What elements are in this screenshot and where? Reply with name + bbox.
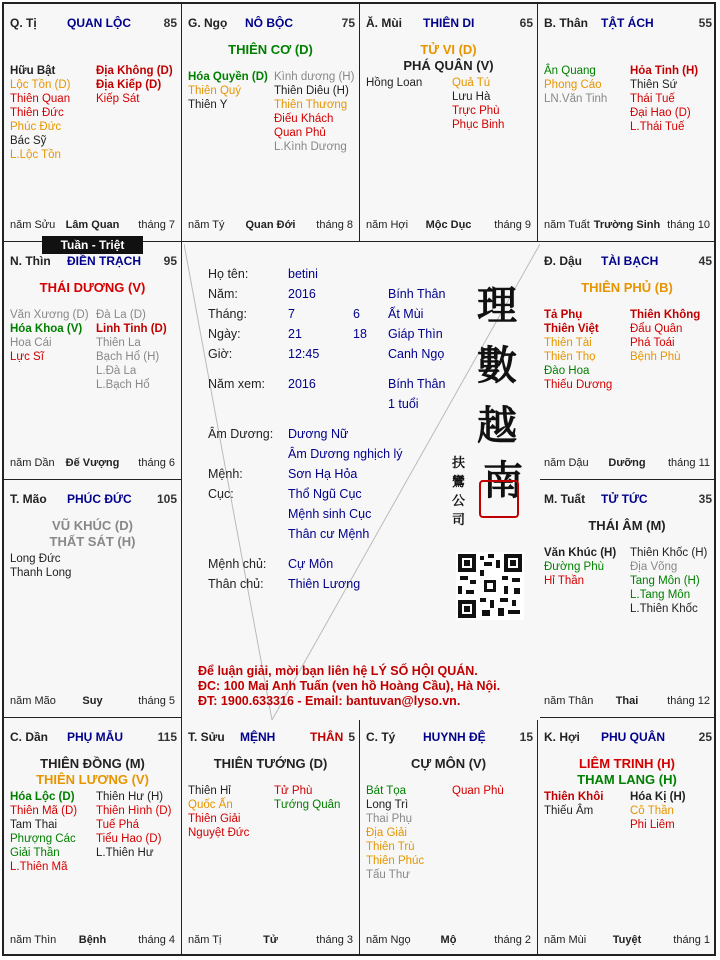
contact-line: Để luận giải, mời bạn liên hệ LÝ SỐ HỘI QUÁN.: [198, 664, 478, 678]
info-value: Thân cư Mệnh: [288, 527, 370, 541]
minor-star: Địa Không (D): [96, 65, 173, 77]
palace-year: năm Tuất: [544, 219, 590, 231]
palace-name: MỆNH: [240, 730, 276, 744]
minor-star: Quả Tú: [452, 77, 491, 89]
major-star: VŨ KHÚC (D): [52, 518, 133, 533]
info-label: Tháng:: [208, 307, 247, 321]
minor-star: Thiên Hình (D): [96, 805, 172, 817]
minor-star: Thiên Diêu (H): [274, 85, 349, 97]
palace-header: [188, 730, 355, 746]
minor-star: Tam Thai: [10, 819, 58, 831]
minor-star: Thiên Không: [630, 309, 701, 321]
palace-name: QUAN LỘC: [67, 16, 131, 30]
palace-age: 105: [156, 492, 177, 506]
palace-year: năm Hợi: [366, 219, 409, 231]
minor-star: Thiên Khốc (H): [630, 547, 708, 559]
minor-star: Kiếp Sát: [96, 93, 140, 105]
minor-star: Thiên Thọ: [544, 351, 596, 363]
calligraphy-char: 理: [477, 282, 517, 329]
palace-cell[interactable]: [538, 718, 716, 956]
palace-stage: Mộc Dục: [425, 219, 472, 231]
palace-cell[interactable]: [182, 4, 360, 242]
major-star: CỰ MÔN (V): [410, 756, 487, 771]
palace-stage: Tử: [263, 934, 278, 946]
minor-star: Lộc Tồn (D): [10, 79, 71, 91]
minor-star: Hỏa Tinh (H): [630, 65, 699, 77]
palace-name: TỬ TỨC: [601, 492, 648, 506]
minor-star: Thiên La: [96, 337, 141, 349]
star-list-left: [10, 64, 71, 162]
palace-header: [544, 16, 712, 32]
major-star: LIÊM TRINH (H): [578, 756, 676, 771]
minor-star: Bệnh Phù: [630, 351, 681, 363]
star-list-left: [544, 64, 607, 106]
star-list-right: [452, 784, 504, 798]
minor-star: L.Kình Dương: [274, 141, 347, 153]
minor-star: Bác Sỹ: [10, 135, 47, 147]
palace-position: N. Thìn: [10, 254, 51, 268]
palace-month: tháng 6: [138, 457, 175, 469]
star-list-left: [10, 790, 77, 874]
palace-month: tháng 3: [316, 934, 353, 946]
palace-position: Đ. Dậu: [544, 254, 583, 268]
minor-star: Thái Tuế: [630, 93, 675, 105]
palace-name: PHỤ MẪU: [67, 730, 123, 744]
info-label: Năm:: [208, 287, 238, 301]
palace-age: 115: [157, 730, 177, 744]
minor-star: Thiếu Âm: [544, 805, 594, 817]
minor-star: Ân Quang: [544, 65, 596, 77]
palace-stage: Bệnh: [78, 934, 107, 946]
star-list-right: [274, 784, 340, 812]
palace-month: tháng 8: [316, 219, 353, 231]
palace-header: [544, 492, 712, 508]
minor-star: Đường Phù: [544, 561, 604, 573]
info-value: 7: [288, 307, 295, 321]
info-value: 12:45: [288, 347, 320, 361]
star-list-right: [630, 790, 686, 832]
palace-cell[interactable]: [4, 4, 182, 242]
minor-star: Thiên Phúc: [366, 855, 425, 867]
info-value: Mệnh sinh Cục: [288, 507, 372, 521]
minor-star: Thiên Sứ: [630, 79, 678, 91]
palace-stage: Suy: [82, 695, 103, 707]
palace-month: tháng 4: [138, 934, 175, 946]
palace-year: năm Mão: [10, 695, 56, 707]
palace-position: G. Ngọ: [188, 16, 228, 30]
info-label: Âm Dương:: [208, 427, 274, 441]
palace-header: [544, 254, 712, 270]
palace-footer: [10, 457, 175, 471]
minor-star: Hóa Khoa (V): [10, 323, 83, 335]
minor-star: Phi Liêm: [630, 819, 675, 831]
minor-star: Địa Kiếp (D): [96, 79, 162, 91]
minor-star: Phá Toái: [630, 337, 675, 349]
palace-name: PHÚC ĐỨC: [67, 492, 132, 506]
minor-star: Thiên Quý: [188, 85, 242, 97]
star-list-left: [188, 784, 249, 840]
minor-star: Phục Binh: [452, 119, 505, 131]
palace-header: [188, 16, 355, 32]
palace-cell[interactable]: [4, 242, 182, 480]
minor-star: Tuế Phá: [96, 819, 140, 831]
star-list-left: [10, 308, 89, 364]
star-list-right: [96, 790, 171, 860]
minor-star: Thiên Khôi: [544, 791, 604, 803]
star-list-left: [188, 70, 268, 112]
palace-name: PHU QUÂN: [601, 730, 666, 744]
palace-month: tháng 2: [494, 934, 531, 946]
contact-address: ĐC: 100 Mai Anh Tuấn (ven hồ Hoàng Cầu), Hà Nội.: [198, 679, 501, 693]
contact-phone-email: ĐT: 1900.633316 - Email: bantuvan@lyso.vn.: [198, 694, 461, 708]
major-star: THIÊN PHỦ (B): [581, 280, 673, 295]
palace-footer: [544, 457, 710, 471]
minor-star: Quốc Ấn: [188, 799, 233, 811]
palace-header: [10, 730, 177, 746]
palace-year: năm Tý: [188, 219, 225, 231]
palace-position: T. Mão: [10, 492, 47, 506]
major-star: THIÊN LƯƠNG (V): [36, 772, 149, 787]
palace-footer: [10, 219, 175, 233]
minor-star: Đà La (D): [96, 309, 146, 321]
minor-star: Đào Hoa: [544, 365, 590, 377]
qr-code-icon: [456, 552, 524, 620]
palace-month: tháng 11: [667, 457, 710, 469]
palace-stage: Đế Vượng: [65, 457, 120, 469]
small-seal-text: 扶 鸞 公 司: [452, 456, 466, 528]
major-star: THIÊN TƯỚNG (D): [213, 756, 328, 771]
palace-month: tháng 5: [138, 695, 175, 707]
palace-year: năm Dậu: [544, 457, 589, 469]
minor-star: Cô Thần: [630, 805, 674, 817]
minor-star: Thiên Đức: [10, 107, 64, 119]
palace-stage: Trường Sinh: [593, 219, 661, 231]
palace-age: 15: [519, 730, 533, 744]
minor-star: L.Thiên Khốc: [630, 603, 698, 615]
info-label: Họ tên:: [208, 267, 249, 281]
palace-stage: Thai: [615, 695, 639, 707]
star-list-right: [96, 308, 167, 392]
palace-position: Ă. Mùi: [366, 16, 402, 30]
minor-star: Nguyệt Đức: [188, 827, 250, 839]
minor-star: Hữu Bật: [10, 65, 56, 77]
info-label: Giờ:: [208, 347, 233, 361]
palace-footer: [366, 219, 531, 233]
minor-star: LN.Văn Tinh: [544, 93, 608, 105]
minor-star: Phượng Các: [10, 833, 76, 845]
palace-stage: Tuyệt: [612, 934, 642, 946]
palace-cell[interactable]: [182, 718, 360, 956]
palace-age: 85: [163, 16, 177, 30]
info-label: Mệnh chủ:: [208, 557, 267, 571]
minor-star: L.Thiên Mã: [10, 861, 68, 873]
palace-position: M. Tuất: [544, 492, 586, 506]
minor-star: Đẩu Quân: [630, 323, 683, 335]
palace-age: 95: [163, 254, 177, 268]
minor-star: Thiên Việt: [544, 323, 599, 335]
palace-header: [366, 730, 533, 746]
minor-star: Hóa Kị (H): [630, 791, 686, 803]
major-star: THAM LANG (H): [577, 772, 677, 787]
palace-header: [544, 730, 712, 746]
minor-star: Tiểu Hao (D): [96, 833, 162, 845]
major-star: THÁI DƯƠNG (V): [39, 280, 146, 295]
minor-star: L.Lộc Tồn: [10, 149, 61, 161]
minor-star: Thiếu Dương: [544, 379, 613, 391]
minor-star: Thiên Y: [188, 99, 228, 111]
palace-month: tháng 9: [494, 219, 531, 231]
info-value: 21: [288, 327, 302, 341]
minor-star: Phong Cáo: [544, 79, 602, 91]
palace-footer: [10, 934, 175, 948]
palace-position: Q. Tị: [10, 16, 37, 30]
palace-footer: [544, 695, 710, 709]
palace-position: K. Hợi: [544, 730, 580, 744]
star-list-left: [544, 308, 612, 392]
palace-name: NÔ BỘC: [245, 16, 293, 30]
minor-star: Lực Sĩ: [10, 351, 44, 363]
minor-star: Bạch Hổ (H): [96, 351, 160, 363]
star-list-left: [544, 546, 616, 588]
palace-cell[interactable]: [360, 4, 538, 242]
palace-month: tháng 12: [667, 695, 710, 707]
minor-star: Thiên Hư (H): [96, 791, 164, 803]
palace-age: 35: [698, 492, 712, 506]
minor-star: Thai Phụ: [366, 813, 413, 825]
info-lunar: 18: [353, 327, 367, 341]
info-value: Cự Môn: [288, 557, 334, 571]
palace-year: năm Tị: [188, 934, 222, 946]
palace-cell[interactable]: [538, 480, 716, 718]
palace-year: năm Dần: [10, 457, 55, 469]
minor-star: Địa Giải: [366, 827, 407, 839]
than-tag: THÂN: [310, 730, 344, 744]
seal-stamp: [479, 480, 519, 518]
info-value: Sơn Hạ Hỏa: [288, 467, 358, 481]
minor-star: L.Bạch Hổ: [96, 379, 150, 391]
palace-month: tháng 7: [138, 219, 175, 231]
palace-name: HUYNH ĐỆ: [423, 730, 486, 744]
palace-age: 75: [341, 16, 355, 30]
info-label: Ngày:: [208, 327, 241, 341]
palace-month: tháng 1: [673, 934, 710, 946]
star-list-left: [366, 76, 422, 90]
star-list-right: [96, 64, 173, 106]
star-list-right: [630, 546, 707, 616]
major-star: THÁI ÂM (M): [588, 518, 666, 533]
palace-footer: [544, 219, 710, 233]
star-list-left: [10, 552, 71, 580]
minor-star: Linh Tinh (D): [96, 323, 167, 335]
star-list-left: [366, 784, 424, 882]
major-star: PHÁ QUÂN (V): [403, 58, 494, 73]
palace-stage: Lâm Quan: [65, 219, 120, 231]
tuan-triet-badge: Tuần - Triệt: [42, 236, 143, 254]
minor-star: L.Thiên Hư: [96, 847, 154, 859]
calligraphy-char: 越: [477, 402, 517, 449]
minor-star: Hóa Quyền (D): [188, 71, 268, 83]
palace-stage: Quan Đới: [245, 219, 296, 231]
info-canchi: Canh Ngọ: [388, 347, 445, 361]
minor-star: Thiên Quan: [10, 93, 71, 105]
minor-star: Bát Tọa: [366, 785, 407, 797]
minor-star: Thiên Mã (D): [10, 805, 78, 817]
info-canchi: Bính Thân: [388, 287, 446, 301]
palace-position: T. Sửu: [188, 730, 225, 744]
palace-cell[interactable]: [538, 4, 716, 242]
palace-name: THIÊN DI: [423, 16, 475, 30]
palace-footer: [188, 219, 353, 233]
minor-star: Long Trì: [366, 799, 409, 811]
minor-star: Tấu Thư: [366, 869, 410, 881]
minor-star: Điếu Khách: [274, 113, 334, 125]
palace-age: 5: [348, 730, 355, 744]
major-star: THIÊN ĐỒNG (M): [40, 756, 145, 771]
palace-cell[interactable]: [4, 718, 182, 956]
minor-star: Kình dương (H): [274, 71, 355, 83]
palace-month: tháng 10: [667, 219, 710, 231]
palace-footer: [10, 695, 175, 709]
minor-star: Hoa Cái: [10, 337, 52, 349]
palace-footer: [188, 934, 353, 948]
major-star: THIÊN CƠ (D): [228, 42, 313, 57]
info-canchi: Bính Thân: [388, 377, 446, 391]
minor-star: Văn Xương (D): [10, 309, 89, 321]
minor-star: Thiên Tài: [544, 337, 592, 349]
center-info-panel: [184, 244, 540, 720]
minor-star: Thiên Hỉ: [188, 785, 231, 797]
palace-name: TÀI BẠCH: [601, 254, 659, 268]
palace-cell[interactable]: [4, 480, 182, 718]
minor-star: Thiên Giải: [188, 813, 241, 825]
minor-star: Đại Hao (D): [630, 107, 691, 119]
info-value: 2016: [288, 287, 316, 301]
info-label: Thân chủ:: [208, 577, 264, 591]
info-value: Âm Dương nghịch lý: [288, 447, 403, 461]
palace-position: C. Tý: [366, 730, 396, 744]
palace-header: [366, 16, 533, 32]
minor-star: Thiên Thương: [274, 99, 348, 111]
info-canchi: Giáp Thìn: [388, 327, 443, 341]
palace-year: năm Ngọ: [366, 934, 411, 946]
minor-star: Hóa Lộc (D): [10, 791, 75, 803]
minor-star: Quan Phù: [452, 785, 504, 797]
info-label: Mệnh:: [208, 467, 243, 481]
minor-star: L.Đà La: [96, 365, 137, 377]
minor-star: Hỉ Thần: [544, 575, 585, 587]
info-value: Dương Nữ: [288, 427, 349, 441]
palace-header: [10, 492, 177, 508]
palace-cell[interactable]: [538, 242, 716, 480]
major-star: THẤT SÁT (H): [49, 534, 136, 549]
palace-age: 65: [519, 16, 533, 30]
palace-year: năm Thân: [544, 695, 594, 707]
minor-star: L.Tang Môn: [630, 589, 691, 601]
palace-footer: [366, 934, 531, 948]
info-label: Cục:: [208, 487, 234, 501]
major-star: TỬ VI (D): [420, 42, 477, 57]
palace-name: TẬT ÁCH: [601, 16, 654, 30]
palace-stage: Dưỡng: [608, 457, 646, 469]
info-canchi: Ất Mùi: [388, 307, 424, 321]
minor-star: Thanh Long: [10, 567, 72, 579]
palace-cell[interactable]: [360, 718, 538, 956]
minor-star: Giải Thần: [10, 847, 60, 859]
minor-star: Phúc Đức: [10, 121, 62, 133]
info-value: Thổ Ngũ Cục: [288, 487, 362, 501]
palace-year: năm Mùi: [544, 934, 587, 946]
minor-star: Tả Phụ: [544, 309, 583, 321]
palace-age: 45: [698, 254, 712, 268]
info-canchi: 1 tuổi: [388, 397, 419, 411]
star-list-left: [544, 790, 603, 818]
info-lunar: 6: [353, 307, 360, 321]
palace-year: năm Sửu: [10, 219, 56, 231]
calligraphy-char: 數: [477, 342, 517, 389]
palace-name: ĐIỀN TRẠCH: [67, 254, 141, 268]
palace-year: năm Thìn: [10, 934, 57, 946]
palace-age: 25: [698, 730, 712, 744]
calligraphy-char: 南: [483, 457, 523, 504]
star-list-right: [274, 70, 354, 154]
minor-star: Địa Võng: [630, 561, 678, 573]
minor-star: Trực Phù: [452, 105, 500, 117]
minor-star: Hồng Loan: [366, 77, 423, 89]
palace-position: C. Dần: [10, 730, 49, 744]
palace-position: B. Thân: [544, 16, 588, 30]
palace-age: 55: [698, 16, 712, 30]
star-list-right: [630, 64, 698, 134]
horoscope-chart: [2, 2, 716, 956]
info-label: Năm xem:: [208, 377, 265, 391]
info-value: Thiên Lương: [288, 577, 361, 591]
palace-header: [10, 16, 177, 32]
info-value: 2016: [288, 377, 316, 391]
minor-star: Lưu Hà: [452, 91, 491, 103]
minor-star: L.Thái Tuế: [630, 121, 685, 133]
minor-star: Văn Khúc (H): [544, 547, 617, 559]
minor-star: Tướng Quân: [274, 799, 341, 811]
palace-footer: [544, 934, 710, 948]
star-list-right: [630, 308, 700, 364]
palace-stage: Mộ: [440, 934, 457, 946]
minor-star: Tử Phù: [274, 785, 313, 797]
minor-star: Long Đức: [10, 553, 61, 565]
minor-star: Quan Phủ: [274, 127, 326, 139]
minor-star: Thiên Trù: [366, 841, 415, 853]
minor-star: Tang Môn (H): [630, 575, 700, 587]
palace-header: [10, 254, 177, 270]
info-value: betini: [288, 267, 318, 281]
star-list-right: [452, 76, 504, 132]
